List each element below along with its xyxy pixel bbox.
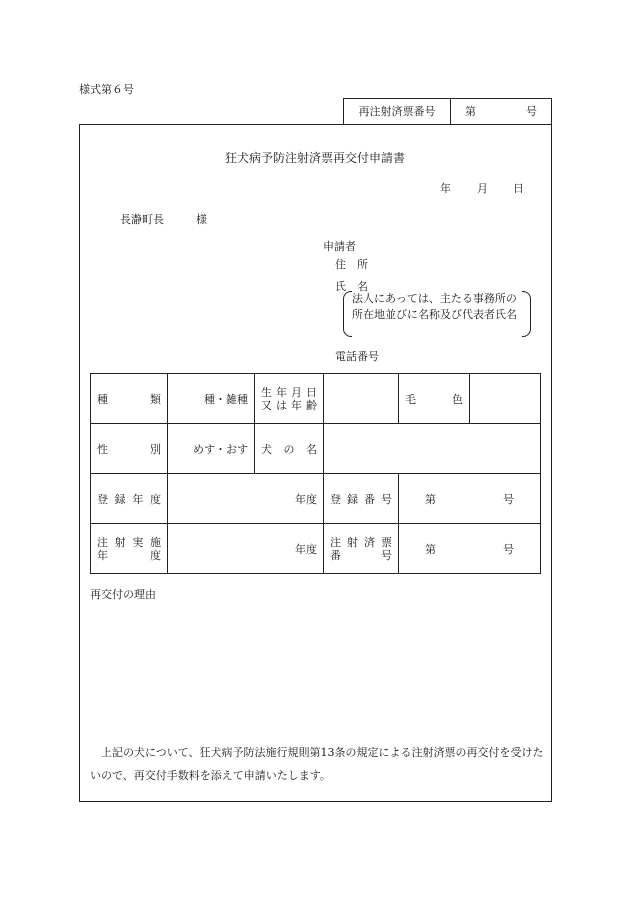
injection-tag-number-prefix: 第: [425, 542, 436, 556]
injection-tag-number-label-line1: 注射済票: [330, 535, 392, 549]
reissue-tag-number-box: [343, 98, 552, 125]
injection-year-label: [91, 524, 168, 574]
note-left-bracket: [343, 291, 352, 337]
birthdate-field[interactable]: [324, 374, 399, 424]
species-field[interactable]: 種・雑種: [168, 374, 255, 424]
injection-tag-number-label: [324, 524, 399, 574]
reissue-tag-number-field[interactable]: [451, 99, 551, 125]
registration-year-field[interactable]: 年度: [168, 474, 324, 524]
corporate-note: [343, 291, 531, 337]
injection-tag-number-label-line2: 番号: [330, 548, 392, 562]
date-month-label: 月: [477, 182, 488, 195]
dog-name-field[interactable]: [324, 424, 541, 474]
coat-color-label: 毛 色: [399, 374, 470, 424]
reissue-number-suffix: 号: [526, 105, 537, 118]
birthdate-label: [255, 374, 324, 424]
applicant-address-label: 住 所: [335, 258, 368, 271]
form-number-label: 様式第６号: [79, 83, 134, 96]
registration-number-prefix: 第: [425, 492, 436, 506]
dog-registration-table: [90, 373, 541, 574]
registration-number-field[interactable]: [399, 474, 541, 524]
sex-label: 性 別: [91, 424, 168, 474]
injection-year-label-line2: 年度: [97, 548, 161, 562]
injection-tag-number-field[interactable]: [399, 524, 541, 574]
table-row: [91, 474, 541, 524]
table-row: [91, 524, 541, 574]
applicant-name-label: 氏 名: [335, 280, 368, 293]
applicant-phone-label: 電話番号: [335, 350, 379, 363]
reissue-tag-number-label: 再注射済票番号: [344, 99, 451, 125]
table-row: [91, 374, 541, 424]
birthdate-label-line1: 生年月日: [261, 385, 317, 399]
corporate-note-text: 法人にあっては、主たる事務所の所在地並びに名称及び代表者氏名: [352, 292, 517, 321]
sex-field[interactable]: めす・おす: [168, 424, 255, 474]
recipient-line: [120, 211, 207, 227]
registration-number-label: 登録番号: [324, 474, 399, 524]
application-statement: 上記の犬について、狂犬病予防法施行規則第13条の規定による注射済票の再交付を受けたいので、再交付手数料を添えて申請いたします。: [90, 746, 544, 782]
reissue-reason-label: 再交付の理由: [90, 588, 156, 601]
note-right-bracket: [522, 291, 531, 337]
date-day-label: 日: [513, 182, 524, 195]
registration-year-label: 登録年度: [91, 474, 168, 524]
recipient-honorific: 様: [196, 213, 207, 226]
applicant-heading: 申請者: [323, 240, 356, 253]
injection-year-field[interactable]: 年度: [168, 524, 324, 574]
birthdate-label-line2: 又は年齢: [261, 398, 317, 412]
registration-number-suffix: 号: [503, 492, 514, 506]
recipient-name: 長瀞町長: [120, 213, 164, 226]
reissue-number-prefix: 第: [465, 105, 476, 118]
injection-year-label-line1: 注射実施: [97, 535, 161, 549]
injection-tag-number-suffix: 号: [503, 542, 514, 556]
species-label: 種 類: [91, 374, 168, 424]
form-title: 狂犬病予防注射済票再交付申請書: [224, 151, 405, 165]
coat-color-field[interactable]: [470, 374, 541, 424]
date-year-label: 年: [440, 182, 451, 195]
dog-name-label: 犬の名: [255, 424, 324, 474]
table-row: [91, 424, 541, 474]
